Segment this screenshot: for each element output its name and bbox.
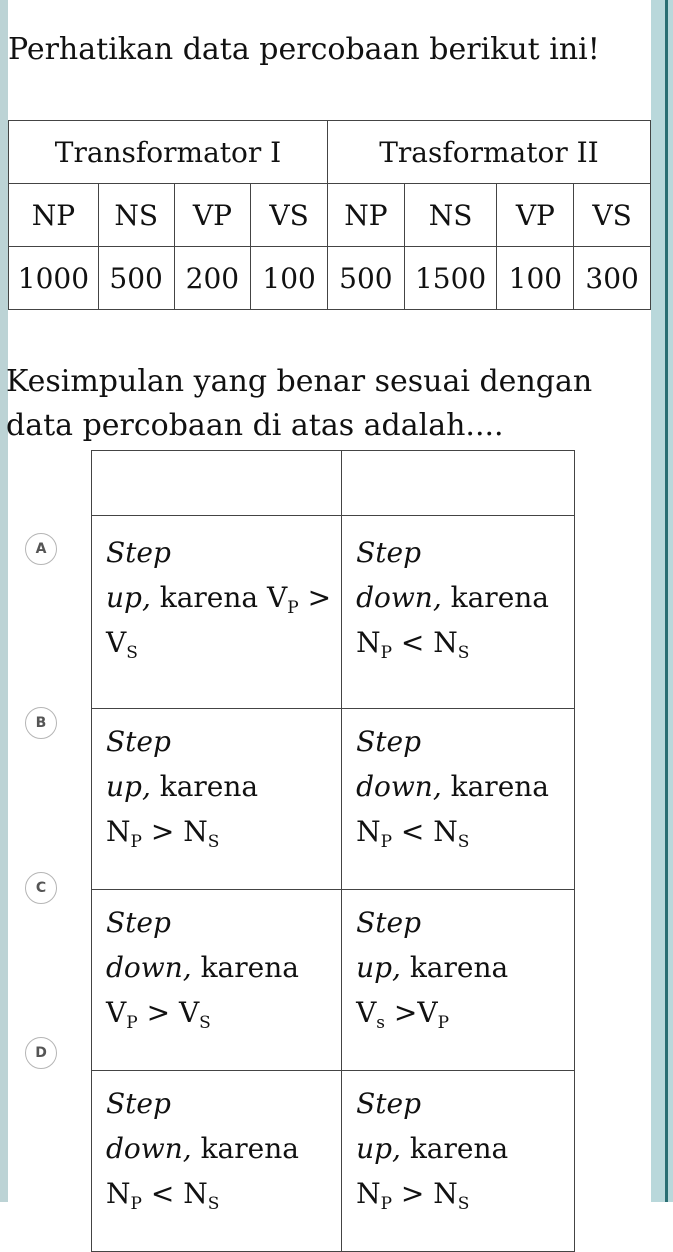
header-np-2: NP xyxy=(328,184,405,247)
value-ns-2: 1500 xyxy=(404,247,497,310)
column-header-row xyxy=(9,184,651,247)
left-edge-strip xyxy=(0,0,8,1202)
option-d-col2-step: Step xyxy=(356,1087,421,1120)
option-c-row[interactable] xyxy=(92,890,575,1071)
option-a-col1-dir: up, xyxy=(106,581,151,614)
value-row xyxy=(9,247,651,310)
option-d-row[interactable] xyxy=(92,1071,575,1252)
value-np-2: 500 xyxy=(328,247,405,310)
option-c-badge[interactable]: C xyxy=(25,872,57,904)
option-b-col2[interactable]: Step down, karena $N_P < N_S$ xyxy=(342,709,575,890)
options-header-cell-1 xyxy=(92,451,342,516)
option-b-col1-step: Step xyxy=(106,725,171,758)
option-a-row[interactable] xyxy=(92,516,575,709)
option-a-col2-step: Step xyxy=(356,536,421,569)
header-vs-1: VS xyxy=(251,184,328,247)
option-d-col1-dir: down, xyxy=(106,1132,192,1165)
value-ns-1: 500 xyxy=(98,247,174,310)
scrollbar-track[interactable] xyxy=(651,0,673,1202)
group-header-transformator-1: Transformator I xyxy=(9,121,328,184)
value-vs-1: 100 xyxy=(251,247,328,310)
option-d-col1-step: Step xyxy=(106,1087,171,1120)
option-c-col2[interactable]: Step up, karena $V_s >V_P$ xyxy=(342,890,575,1071)
group-header-transformator-2: Trasformator II xyxy=(328,121,651,184)
option-c-col1-step: Step xyxy=(106,906,171,939)
option-a-col2-dir: down, xyxy=(356,581,442,614)
value-vs-2: 300 xyxy=(574,247,651,310)
option-c-col1[interactable]: Step down, karena $V_P > V_S$ xyxy=(92,890,342,1071)
option-a-col1[interactable]: Step up, karena $V_P$ > $V_S$ xyxy=(92,516,342,709)
option-c-col2-dir: up, xyxy=(356,951,401,984)
option-b-col1-dir: up, xyxy=(106,770,151,803)
option-b-badge[interactable]: B xyxy=(25,707,57,739)
transformer-data-table xyxy=(8,120,651,310)
value-vp-2: 100 xyxy=(497,247,574,310)
question-text: Kesimpulan yang benar sesuai dengan data percobaan di atas adalah.... xyxy=(6,364,593,443)
header-vp-1: VP xyxy=(174,184,251,247)
header-ns-2: NS xyxy=(404,184,497,247)
header-np-1: NP xyxy=(9,184,99,247)
intro-text: Perhatikan data percobaan berikut ini! xyxy=(8,32,600,67)
option-a-col1-step: Step xyxy=(106,536,171,569)
option-c-col1-dir: down, xyxy=(106,951,192,984)
header-vp-2: VP xyxy=(497,184,574,247)
group-header-row xyxy=(9,121,651,184)
option-b-row[interactable] xyxy=(92,709,575,890)
option-a-badge[interactable]: A xyxy=(25,533,57,565)
options-table xyxy=(91,450,575,1252)
option-b-col1[interactable]: Step up, karena $N_P > N_S$ xyxy=(92,709,342,890)
value-np-1: 1000 xyxy=(9,247,99,310)
option-b-col2-dir: down, xyxy=(356,770,442,803)
option-c-col2-step: Step xyxy=(356,906,421,939)
option-a-col2[interactable]: Step down, karena $N_P < N_S$ xyxy=(342,516,575,709)
options-header-row xyxy=(92,451,575,516)
value-vp-1: 200 xyxy=(174,247,251,310)
header-ns-1: NS xyxy=(98,184,174,247)
option-d-col2-dir: up, xyxy=(356,1132,401,1165)
option-d-col2[interactable]: Step up, karena $N_P > N_S$ xyxy=(342,1071,575,1252)
option-b-col2-step: Step xyxy=(356,725,421,758)
scrollbar-thumb[interactable] xyxy=(665,0,668,1202)
option-d-badge[interactable]: D xyxy=(25,1037,57,1069)
option-d-col1[interactable]: Step down, karena $N_P < N_S$ xyxy=(92,1071,342,1252)
options-header-cell-2 xyxy=(342,451,575,516)
header-vs-2: VS xyxy=(574,184,651,247)
